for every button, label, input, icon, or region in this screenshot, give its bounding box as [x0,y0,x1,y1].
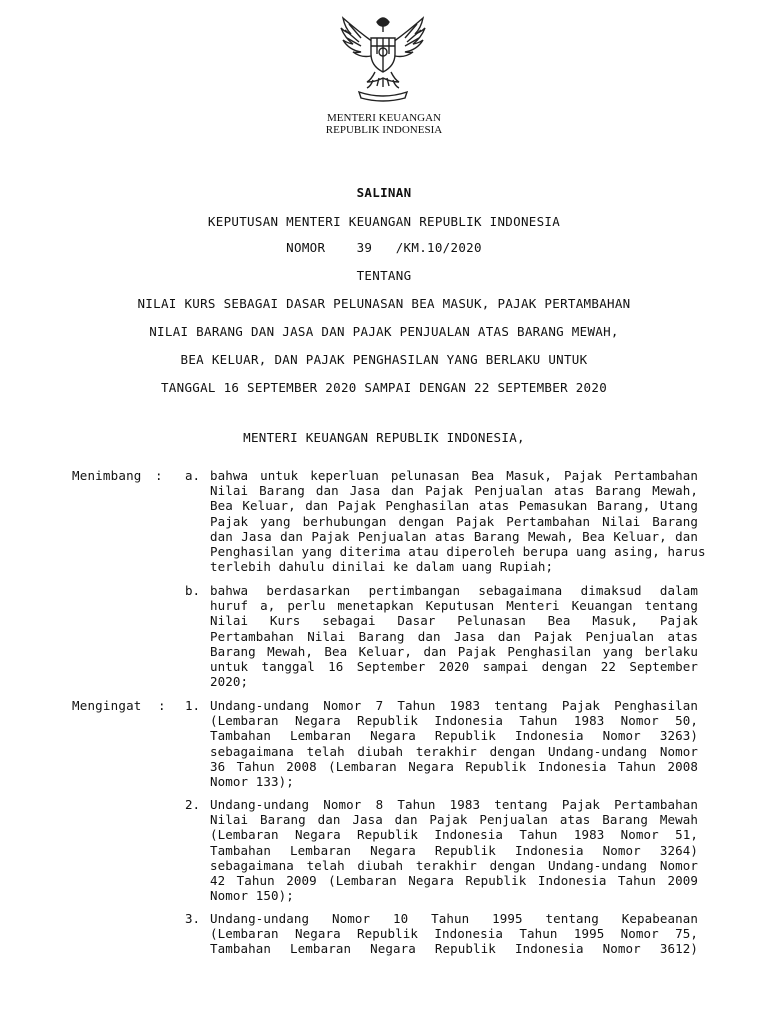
text-line: huruf a, perlu menetapkan Keputusan Menteri Keuangan tentang [210,598,698,614]
mengingat-marker-1: 1. [185,698,201,713]
text-line: (Lembaran Negara Republik Indonesia Tahun 1983 Nomor 51, [210,827,698,843]
text-line: bahwa berdasarkan pertimbangan sebagaimana dimaksud dalam [210,583,698,598]
subject-line-3: BEA KELUAR, DAN PAJAK PENGHASILAN YANG BERLAKU UNTUK [180,352,588,367]
text-line: sebagaimana telah diubah terakhir dengan Undang-undang Nomor [210,743,698,759]
text-line: bahwa untuk keperluan pelunasan Bea Masuk, Pajak Pertambahan [210,468,698,483]
issuer-country: REPUBLIK INDONESIA [325,124,443,136]
decree-title: KEPUTUSAN MENTERI KEUANGAN REPUBLIK INDONESIA [207,214,561,229]
text-line: Tambahan Lembaran Negara Republik Indonesia Nomor 3263) [210,728,698,744]
text-line: 42 Tahun 2009 (Lembaran Negara Republik Indonesia Tahun 2009 [210,873,698,889]
mengingat-colon: : [158,698,166,713]
text-line: Nomor 150); [210,888,294,904]
text-line: (Lembaran Negara Republik Indonesia Tahun 1983 Nomor 50, [210,713,698,729]
text-line: Nilai Barang dan Jasa dan Pajak Penjualan atas Barang Mewah, [210,483,698,499]
issuer-name: MENTERI KEUANGAN [327,112,441,124]
text-line: Nomor 133); [210,774,294,790]
subject-line-4: TANGGAL 16 SEPTEMBER 2020 SAMPAI DENGAN 22 SEPTEMBER 2020 [160,380,608,395]
mengingat-label: Mengingat [72,698,142,713]
mengingat-marker-2: 2. [185,797,201,812]
text-line: Undang-undang Nomor 10 Tahun 1995 tentang Kepabeanan [210,911,698,926]
text-line: 36 Tahun 2008 (Lembaran Negara Republik Indonesia Tahun 2008 [210,758,698,774]
text-line: untuk tanggal 16 September 2020 sampai dengan 22 September [210,659,698,675]
mengingat-item-3 [210,911,698,957]
garuda-emblem-icon [333,8,433,108]
text-line: (Lembaran Negara Republik Indonesia Tahun 1995 Nomor 75, [210,926,698,942]
text-line: Pertambahan Nilai Barang dan Jasa dan Pajak Penjualan atas [210,628,698,644]
text-line: 2020; [210,674,249,690]
menimbang-colon: : [155,468,163,483]
mengingat-item-1 [210,698,698,789]
text-line: sebagaimana telah diubah terakhir dengan Undang-undang Nomor [210,857,698,873]
tentang-heading: TENTANG [356,268,412,283]
menimbang-item-a [210,468,706,575]
mengingat-item-2 [210,797,698,903]
text-line: Pajak yang berhubungan dengan Pajak Pertambahan Nilai Barang [210,513,698,529]
text-line: Undang-undang Nomor 8 Tahun 1983 tentang Pajak Pertambahan [210,797,698,812]
menimbang-item-b [210,583,698,689]
menimbang-marker-b: b. [185,583,201,598]
text-line: Tambahan Lembaran Negara Republik Indonesia Nomor 3612) [210,941,698,957]
text-line: Nilai Kurs sebagai Dasar Pelunasan Bea Masuk, Pajak [210,613,698,629]
salinan-heading: SALINAN [356,185,412,200]
mengingat-marker-3: 3. [185,911,201,926]
text-line: Penghasilan yang diterima atau diperoleh berupa uang asing, harus [210,544,706,560]
subject-line-1: NILAI KURS SEBAGAI DASAR PELUNASAN BEA MASUK, PAJAK PERTAMBAHAN [137,296,631,311]
text-line: dan Jasa dan Pajak Penjualan atas Barang Mewah, Bea Keluar, dan [210,528,698,544]
subject-line-2: NILAI BARANG DAN JASA DAN PAJAK PENJUALAN ATAS BARANG MEWAH, [149,324,619,339]
text-line: Bea Keluar, dan Pajak Penghasilan atas Pemasukan Barang, Utang [210,498,698,514]
text-line: terlebih dahulu dinilai ke dalam uang Rupiah; [210,559,554,575]
menimbang-label: Menimbang [72,468,142,483]
text-line: Tambahan Lembaran Negara Republik Indonesia Nomor 3264) [210,842,698,858]
text-line: Nilai Barang dan Jasa dan Pajak Penjualan atas Barang Mewah [210,812,698,828]
decree-number: NOMOR 39 /KM.10/2020 [286,240,482,255]
text-line: Barang Mewah, Bea Keluar, dan Pajak Penghasilan yang berlaku [210,643,698,659]
minister-heading: MENTERI KEUANGAN REPUBLIK INDONESIA, [243,430,525,445]
menimbang-marker-a: a. [185,468,201,483]
text-line: Undang-undang Nomor 7 Tahun 1983 tentang Pajak Penghasilan [210,698,698,713]
